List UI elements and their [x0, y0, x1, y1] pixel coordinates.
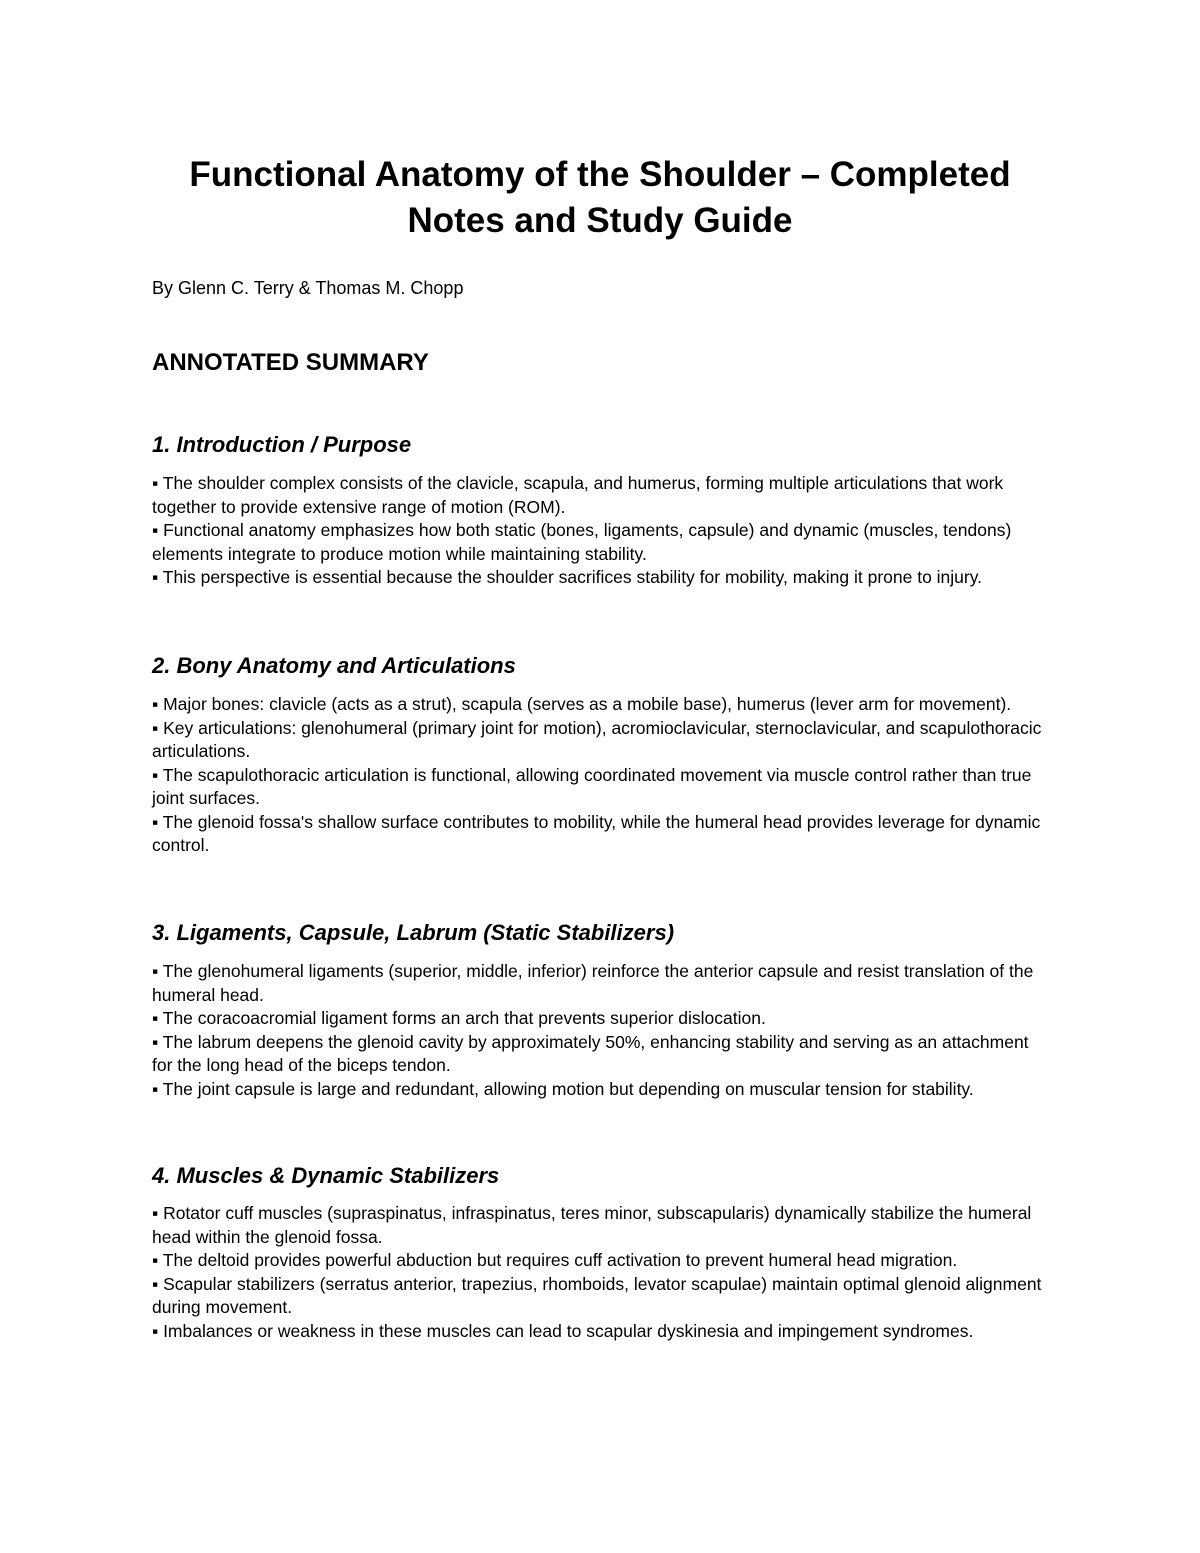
bullet-item: ▪ The joint capsule is large and redundant, allowing motion but depending on muscular tension for stability. [152, 1078, 974, 1099]
section-body-dynamic-stabilizers [152, 1202, 1052, 1343]
section-body-bony-anatomy [152, 693, 1052, 858]
bullet-item: ▪ Key articulations: glenohumeral (primary joint for motion), acromioclavicular, sternoclavicular, and scapulothoracic articulations. [152, 717, 1042, 761]
bullet-item: ▪ The labrum deepens the glenoid cavity by approximately 50%, enhancing stability and serving as an attachment for the long head of the biceps tendon. [152, 1031, 1029, 1075]
bullet-item: ▪ The scapulothoracic articulation is functional, allowing coordinated movement via muscle control rather than true joint surfaces. [152, 764, 1032, 808]
document-title-line-2: Notes and Study Guide [407, 201, 793, 240]
author-byline: By Glenn C. Terry & Thomas M. Chopp [152, 278, 464, 298]
section-heading-introduction: 1. Introduction / Purpose [152, 432, 412, 457]
summary-heading: ANNOTATED SUMMARY [152, 349, 429, 376]
document-title [150, 152, 1050, 244]
bullet-item: ▪ The shoulder complex consists of the clavicle, scapula, and humerus, forming multiple articulations that work together to provide extensive range of motion (ROM). [152, 473, 1004, 517]
section-body-introduction [152, 472, 1052, 590]
section-heading-bony-anatomy: 2. Bony Anatomy and Articulations [152, 653, 516, 678]
bullet-item: ▪ Scapular stabilizers (serratus anterior, trapezius, rhomboids, levator scapulae) maintain optimal glenoid alignment during movement. [152, 1273, 1042, 1317]
document-title-line-1: Functional Anatomy of the Shoulder – Completed [189, 155, 1011, 194]
bullet-item: ▪ Imbalances or weakness in these muscles can lead to scapular dyskinesia and impingement syndromes. [152, 1320, 974, 1341]
section-heading-dynamic-stabilizers: 4. Muscles & Dynamic Stabilizers [152, 1163, 500, 1188]
section-body-static-stabilizers [152, 960, 1052, 1101]
bullet-item: ▪ Functional anatomy emphasizes how both static (bones, ligaments, capsule) and dynamic (muscles, tendons) elements integrate to produce motion while maintaining stability. [152, 520, 1012, 564]
bullet-item: ▪ The glenoid fossa's shallow surface contributes to mobility, while the humeral head provides leverage for dynamic control. [152, 811, 1041, 855]
bullet-item: ▪ The glenohumeral ligaments (superior, middle, inferior) reinforce the anterior capsule and resist translation of the humeral head. [152, 961, 1034, 1005]
bullet-item: ▪ The coracoacromial ligament forms an arch that prevents superior dislocation. [152, 1008, 766, 1028]
bullet-item: ▪ Major bones: clavicle (acts as a strut), scapula (serves as a mobile base), humerus (lever arm for movement). [152, 694, 1012, 714]
bullet-item: ▪ Rotator cuff muscles (supraspinatus, infraspinatus, teres minor, subscapularis) dynamically stabilize the humeral head within the glenoid fossa. [152, 1203, 1032, 1247]
bullet-item: ▪ This perspective is essential because the shoulder sacrifices stability for mobility, making it prone to injury. [152, 567, 983, 587]
bullet-item: ▪ The deltoid provides powerful abduction but requires cuff activation to prevent humeral head migration. [152, 1250, 958, 1270]
section-heading-static-stabilizers: 3. Ligaments, Capsule, Labrum (Static Stabilizers) [152, 920, 675, 945]
